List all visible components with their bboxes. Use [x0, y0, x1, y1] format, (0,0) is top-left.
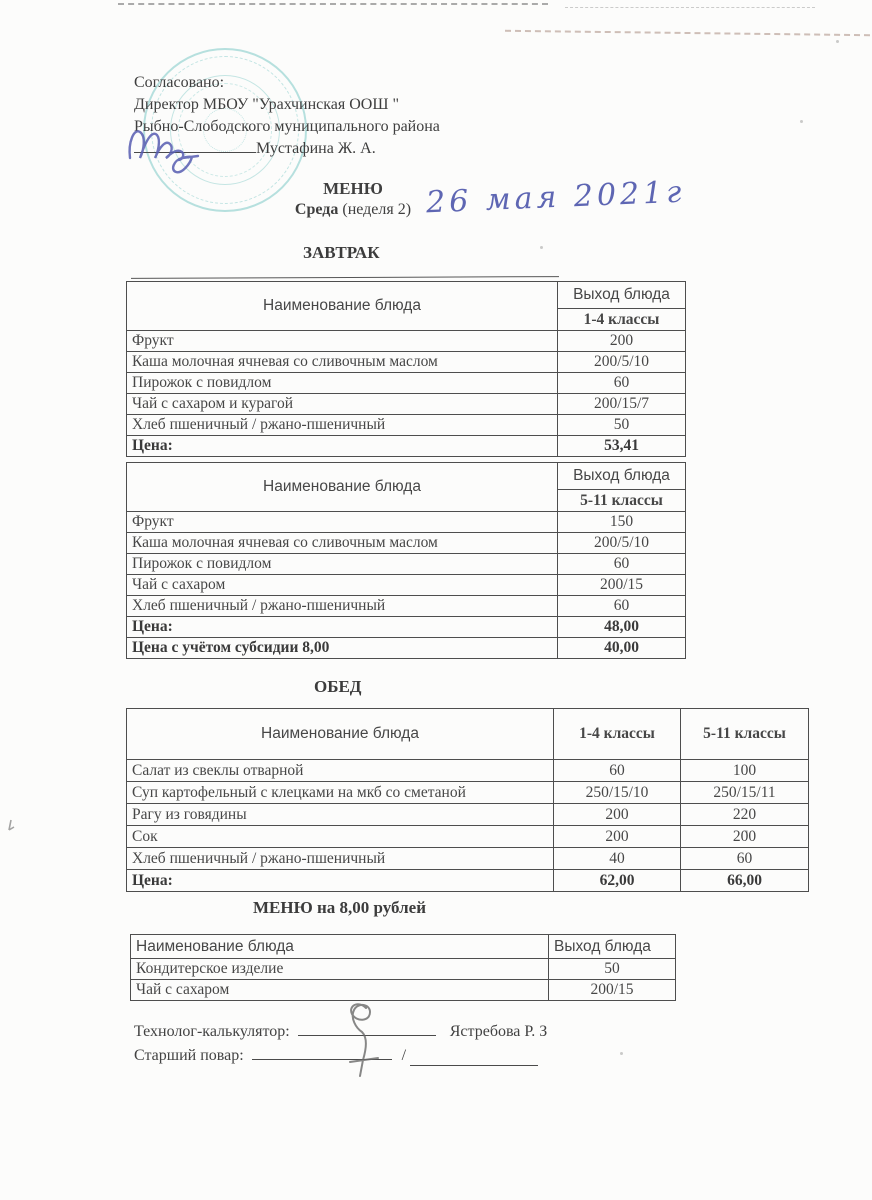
price-value-cell: 53,41 [558, 436, 686, 457]
weekday-label: Среда [294, 201, 339, 218]
table-row [127, 352, 686, 373]
class-header-cell: 1-4 классы [558, 309, 686, 331]
dish-value-cell: 200 [558, 331, 686, 352]
table-row [127, 804, 809, 826]
scan-pen-mark [5, 818, 19, 838]
slash-mark: / [401, 1047, 407, 1064]
dish-value-cell: 200/15/7 [558, 394, 686, 415]
dish-name-cell: Хлеб пшеничный / ржано-пшеничный [127, 596, 558, 617]
menu-title: МЕНЮ [323, 179, 383, 198]
price-value-cell: 62,00 [554, 870, 681, 892]
table-row [127, 394, 686, 415]
handwritten-date: 26 мая 2021г [425, 174, 687, 221]
table-header-row [127, 463, 686, 490]
scan-artifact-line [118, 3, 548, 5]
table-row [127, 533, 686, 554]
signature-line [410, 1051, 538, 1066]
lunch-table [126, 708, 809, 892]
dish-value-cell: 220 [681, 804, 809, 826]
dish-value-cell: 200/5/10 [558, 533, 686, 554]
dish-name-cell: Пирожок с повидлом [127, 554, 558, 575]
director-line: Директор МБОУ "Урахчинская ООШ " [134, 96, 400, 113]
breakfast-table-5-11 [126, 462, 686, 659]
price-row [127, 870, 809, 892]
table-row [127, 415, 686, 436]
subsidy-value-cell: 40,00 [558, 638, 686, 659]
dish-name-cell: Сок [127, 826, 554, 848]
dish-value-cell: 250/15/10 [554, 782, 681, 804]
week-note: (неделя 2) [338, 201, 412, 218]
scan-speck [836, 40, 839, 43]
dish-name-cell: Кондитерское изделие [131, 959, 549, 980]
table-row [131, 980, 676, 1001]
dish-value-cell: 150 [558, 512, 686, 533]
scan-double-border [131, 276, 559, 279]
table-row [127, 760, 809, 782]
dish-value-cell: 200/15 [549, 980, 676, 1001]
subsidy-price-row [127, 638, 686, 659]
output-header-cell: Выход блюда [549, 935, 676, 959]
dish-value-cell: 200/5/10 [558, 352, 686, 373]
dish-value-cell: 100 [681, 760, 809, 782]
dish-value-cell: 40 [554, 848, 681, 870]
approval-line: Согласовано: [134, 74, 225, 91]
table-row [127, 826, 809, 848]
table-row [127, 575, 686, 596]
name-header-cell: Наименование блюда [127, 709, 554, 760]
class1-header-cell: 1-4 классы [554, 709, 681, 760]
dish-name-cell: Салат из свеклы отварной [127, 760, 554, 782]
dish-name-cell: Фрукт [127, 331, 558, 352]
dish-name-cell: Рагу из говядины [127, 804, 554, 826]
dish-value-cell: 60 [558, 373, 686, 394]
director-name: Мустафина Ж. А. [256, 140, 376, 157]
table-row [127, 782, 809, 804]
dish-name-cell: Хлеб пшеничный / ржано-пшеничный [127, 848, 554, 870]
scan-artifact-line [565, 7, 815, 8]
name-header-cell: Наименование блюда [127, 282, 558, 331]
dish-name-cell: Каша молочная ячневая со сливочным маслом [127, 352, 558, 373]
dish-value-cell: 250/15/11 [681, 782, 809, 804]
output-header-cell: Выход блюда [558, 463, 686, 490]
subsidy-label-cell: Цена с учётом субсидии 8,00 [127, 638, 558, 659]
dish-name-cell: Фрукт [127, 512, 558, 533]
price-value-cell: 48,00 [558, 617, 686, 638]
dish-value-cell: 60 [558, 554, 686, 575]
scan-artifact-line [505, 30, 870, 36]
dish-value-cell: 60 [554, 760, 681, 782]
price-label-cell: Цена: [127, 617, 558, 638]
price-row [127, 436, 686, 457]
dish-name-cell: Чай с сахаром и курагой [127, 394, 558, 415]
class-header-cell: 5-11 классы [558, 490, 686, 512]
dish-value-cell: 50 [558, 415, 686, 436]
technologist-handwritten-signature [330, 998, 400, 1078]
dish-name-cell: Чай с сахаром [127, 575, 558, 596]
name-header-cell: Наименование блюда [127, 463, 558, 512]
table-row [127, 848, 809, 870]
dish-name-cell: Каша молочная ячневая со сливочным маслом [127, 533, 558, 554]
table-row [127, 512, 686, 533]
district-line: Рыбно-Слободского муниципального района [134, 118, 440, 135]
table-row [131, 959, 676, 980]
dish-value-cell: 60 [558, 596, 686, 617]
table-header-row [127, 709, 809, 760]
cook-label: Старший повар: [134, 1047, 244, 1064]
breakfast-heading: ЗАВТРАК [303, 243, 380, 262]
scan-speck [540, 246, 543, 249]
table-row [127, 331, 686, 352]
class2-header-cell: 5-11 классы [681, 709, 809, 760]
dish-name-cell: Хлеб пшеничный / ржано-пшеничный [127, 415, 558, 436]
table-row [127, 554, 686, 575]
table-header-row [127, 282, 686, 309]
scan-speck [800, 120, 803, 123]
menu8-table [130, 934, 676, 1001]
table-header-row [131, 935, 676, 959]
price-label-cell: Цена: [127, 870, 554, 892]
dish-name-cell: Чай с сахаром [131, 980, 549, 1001]
dish-value-cell: 200 [681, 826, 809, 848]
scan-speck [620, 1052, 623, 1055]
dish-value-cell: 50 [549, 959, 676, 980]
dish-value-cell: 200/15 [558, 575, 686, 596]
output-header-cell: Выход блюда [558, 282, 686, 309]
menu8-heading: МЕНЮ на 8,00 рублей [253, 898, 427, 917]
director-handwritten-signature [124, 116, 274, 176]
price-label-cell: Цена: [127, 436, 558, 457]
dish-value-cell: 60 [681, 848, 809, 870]
price-row [127, 617, 686, 638]
technologist-label: Технолог-калькулятор: [134, 1023, 290, 1040]
technologist-name: Ястребова Р. З [449, 1023, 548, 1040]
breakfast-table-1-4 [126, 281, 686, 457]
dish-name-cell: Суп картофельный с клецками на мкб со сметаной [127, 782, 554, 804]
dish-value-cell: 200 [554, 804, 681, 826]
price-value-cell: 66,00 [681, 870, 809, 892]
name-header-cell: Наименование блюда [131, 935, 549, 959]
dish-name-cell: Пирожок с повидлом [127, 373, 558, 394]
table-row [127, 596, 686, 617]
lunch-heading: ОБЕД [314, 677, 362, 696]
table-row [127, 373, 686, 394]
dish-value-cell: 200 [554, 826, 681, 848]
